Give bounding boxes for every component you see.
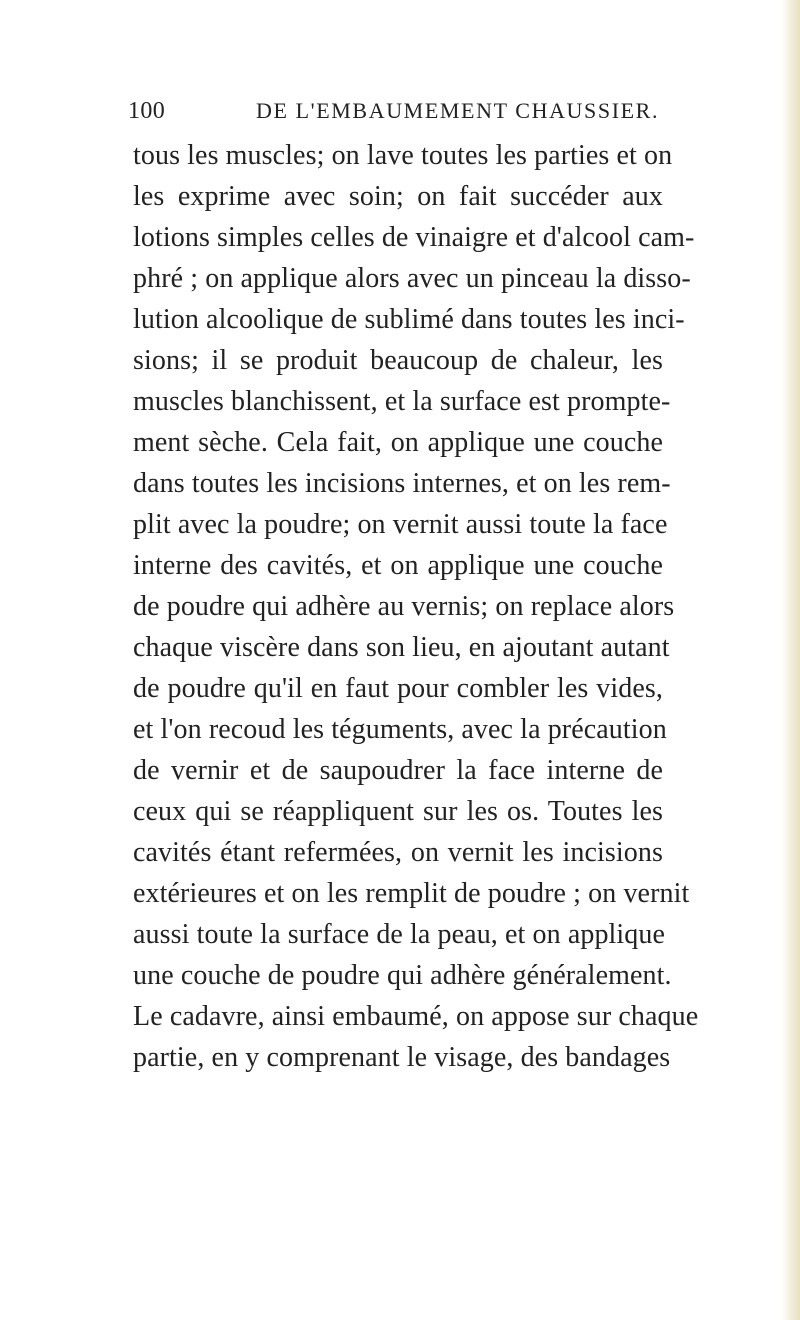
text-line: interne des cavités, et on applique une couche bbox=[133, 550, 663, 581]
page-number: 100 bbox=[128, 98, 166, 124]
text-line: extérieures et on les remplit de poudre ; on vernit bbox=[133, 878, 690, 909]
text-line: dans toutes les incisions internes, et on les rem- bbox=[133, 468, 671, 499]
text-line: lution alcoolique de sublimé dans toutes les inci- bbox=[133, 304, 685, 335]
text-line: phré ; on applique alors avec un pinceau la disso- bbox=[133, 263, 691, 294]
text-line: Le cadavre, ainsi embaumé, on appose sur chaque bbox=[133, 1001, 699, 1032]
text-line: cavités étant refermées, on vernit les incisions bbox=[133, 837, 663, 868]
page-header bbox=[128, 96, 660, 126]
text-line: de poudre qui adhère au vernis; on replace alors bbox=[133, 591, 675, 622]
text-line: partie, en y comprenant le visage, des bandages bbox=[133, 1042, 671, 1073]
text-line: aussi toute la surface de la peau, et on applique bbox=[133, 919, 666, 950]
text-line: sions; il se produit beaucoup de chaleur, les bbox=[133, 345, 663, 376]
text-line: les exprime avec soin; on fait succéder aux bbox=[133, 181, 663, 212]
text-line: ceux qui se réappliquent sur les os. Toutes les bbox=[133, 796, 663, 827]
text-line: lotions simples celles de vinaigre et d'alcool cam- bbox=[133, 222, 695, 253]
text-line: ment sèche. Cela fait, on applique une couche bbox=[133, 427, 663, 458]
text-line: chaque viscère dans son lieu, en ajoutant autant bbox=[133, 632, 670, 663]
text-line: tous les muscles; on lave toutes les parties et on bbox=[133, 140, 673, 171]
text-line: de poudre qu'il en faut pour combler les vides, bbox=[133, 673, 663, 704]
running-title: DE L'EMBAUMEMENT CHAUSSIER. bbox=[256, 98, 660, 123]
body-text bbox=[133, 135, 699, 1078]
text-line: une couche de poudre qui adhère généralement. bbox=[133, 960, 672, 991]
text-line: et l'on recoud les téguments, avec la précaution bbox=[133, 714, 667, 745]
text-line: muscles blanchissent, et la surface est prompte- bbox=[133, 386, 671, 417]
text-line: plit avec la poudre; on vernit aussi toute la face bbox=[133, 509, 668, 540]
page-edge-shadow bbox=[782, 0, 800, 1320]
text-line: de vernir et de saupoudrer la face interne de bbox=[133, 755, 663, 786]
